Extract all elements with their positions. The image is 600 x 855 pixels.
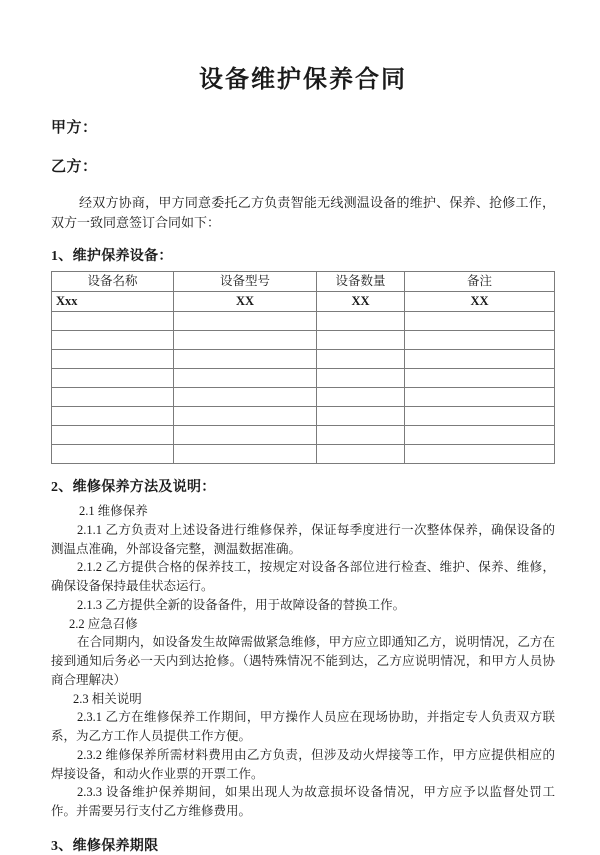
party-a-label: 甲方： bbox=[51, 119, 98, 136]
cell-remark bbox=[405, 331, 555, 350]
table-row bbox=[52, 369, 555, 388]
section-2-heading: 2、维修保养方法及说明： bbox=[51, 480, 216, 496]
table-header-row bbox=[52, 272, 555, 292]
party-b-label: 乙方： bbox=[51, 159, 98, 176]
table-row bbox=[52, 350, 555, 369]
paragraph-2-3-1: 2.3.1 乙方在维修保养工作期间，甲方操作人员应在现场协助，并指定专人负责双方联系，为乙方工作人员提供工作方便。 bbox=[51, 710, 555, 744]
cell-equipment-quantity: XX bbox=[317, 292, 405, 312]
cell-remark bbox=[405, 407, 555, 426]
cell-remark bbox=[405, 369, 555, 388]
table-row bbox=[52, 445, 555, 464]
column-header-remark: 备注 bbox=[405, 272, 555, 292]
cell-equipment-name bbox=[52, 445, 174, 464]
table-row bbox=[52, 331, 555, 350]
section-1-heading: 1、维护保养设备： bbox=[51, 249, 173, 265]
cell-equipment-name bbox=[52, 312, 174, 331]
paragraph-2-1-3: 2.1.3 乙方提供全新的设备备件，用于故障设备的替换工作。 bbox=[77, 597, 406, 612]
paragraph-2-2-1: 在合同期内，如设备发生故障需做紧急维修，甲方应立即通知乙方，说明情况，乙方在接到通知后务必一天内到达抢修。（遇特殊情况不能到达，乙方应说明情况，和甲方人员协商合理解决） bbox=[51, 635, 555, 687]
cell-equipment-model bbox=[174, 331, 317, 350]
cell-equipment-model bbox=[174, 388, 317, 407]
cell-equipment-name bbox=[52, 369, 174, 388]
column-header-equipment-quantity: 设备数量 bbox=[317, 272, 405, 292]
cell-equipment-quantity bbox=[317, 350, 405, 369]
cell-equipment-name bbox=[52, 407, 174, 426]
cell-equipment-name bbox=[52, 388, 174, 407]
table-row bbox=[52, 407, 555, 426]
cell-equipment-quantity bbox=[317, 388, 405, 407]
cell-equipment-quantity bbox=[317, 331, 405, 350]
column-header-equipment-model: 设备型号 bbox=[174, 272, 317, 292]
cell-remark bbox=[405, 388, 555, 407]
cell-equipment-model bbox=[174, 426, 317, 445]
cell-remark bbox=[405, 312, 555, 331]
cell-equipment-quantity bbox=[317, 369, 405, 388]
cell-equipment-model: XX bbox=[174, 292, 317, 312]
column-header-equipment-name: 设备名称 bbox=[52, 272, 174, 292]
paragraph-2-3-3: 2.3.3 设备维护保养期间，如果出现人为故意损坏设备情况，甲方应予以监督处罚工作。并需要另行支付乙方维修费用。 bbox=[51, 785, 555, 819]
paragraph-2-1-1: 2.1.1 乙方负责对上述设备进行维修保养，保证每季度进行一次整体保养，确保设备的测温点准确，外部设备完整，测温数据准确。 bbox=[51, 522, 555, 556]
cell-remark: XX bbox=[405, 292, 555, 312]
cell-equipment-model bbox=[174, 350, 317, 369]
subsection-2-3-heading: 2.3 相关说明 bbox=[73, 691, 142, 706]
intro-paragraph: 经双方协商，甲方同意委托乙方负责智能无线测温设备的维护、保养、抢修工作，双方一致同意签订合同如下： bbox=[51, 194, 555, 230]
cell-equipment-model bbox=[174, 312, 317, 331]
subsection-2-2-heading: 2.2 应急召修 bbox=[69, 616, 138, 631]
cell-equipment-name bbox=[52, 331, 174, 350]
page-title: 设备维护保养合同 bbox=[199, 67, 407, 93]
section-3-heading: 3、维修保养期限 bbox=[51, 838, 159, 854]
paragraph-2-1-2: 2.1.2 乙方提供合格的保养技工，按规定对设备各部位进行检查、维护、保养、维修，确保设备保持最佳状态运行。 bbox=[51, 560, 555, 594]
subsection-2-1-heading: 2.1 维修保养 bbox=[79, 504, 148, 519]
cell-equipment-quantity bbox=[317, 445, 405, 464]
cell-remark bbox=[405, 445, 555, 464]
paragraph-2-3-2: 2.3.2 维修保养所需材料费用由乙方负责，但涉及动火焊接等工作，甲方应提供相应的焊接设备，和动火作业票的开票工作。 bbox=[51, 747, 555, 781]
cell-equipment-model bbox=[174, 407, 317, 426]
cell-equipment-quantity bbox=[317, 426, 405, 445]
table-row bbox=[52, 426, 555, 445]
cell-equipment-name: Xxx bbox=[52, 292, 174, 312]
cell-equipment-model bbox=[174, 369, 317, 388]
cell-equipment-model bbox=[174, 445, 317, 464]
cell-remark bbox=[405, 426, 555, 445]
table-row bbox=[52, 388, 555, 407]
cell-equipment-quantity bbox=[317, 312, 405, 331]
equipment-table bbox=[51, 271, 555, 464]
table-row bbox=[52, 312, 555, 331]
table-row bbox=[52, 292, 555, 312]
cell-equipment-quantity bbox=[317, 407, 405, 426]
cell-equipment-name bbox=[52, 426, 174, 445]
cell-remark bbox=[405, 350, 555, 369]
cell-equipment-name bbox=[52, 350, 174, 369]
